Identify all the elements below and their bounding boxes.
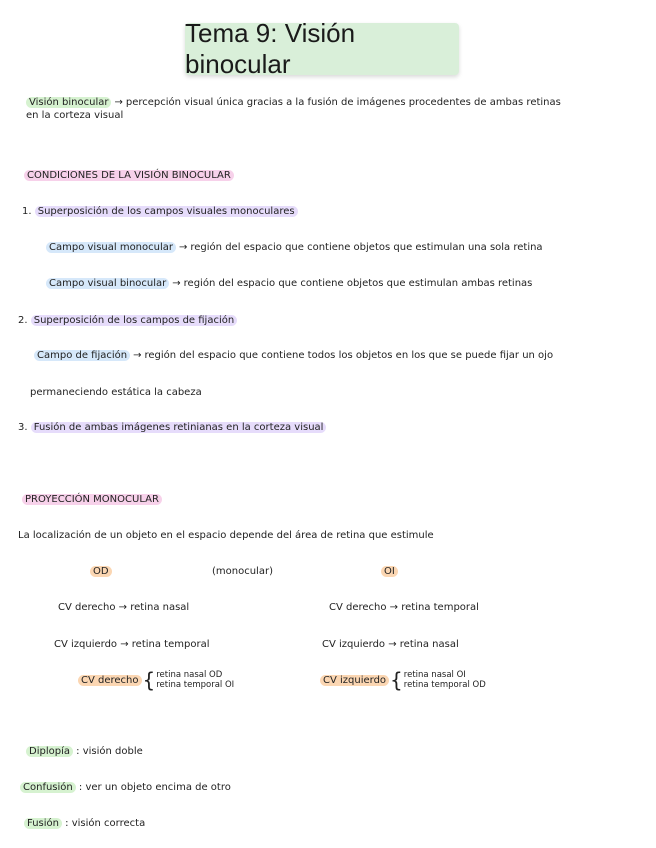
bino-field-term: Campo visual binocular (46, 278, 169, 289)
intro-definition: percepción visual única gracias a la fusión de imágenes procedentes de ambas retinas (125, 97, 561, 108)
intro-term: Visión binocular (26, 97, 111, 108)
oi-right-field: CV derecho → retina temporal (329, 602, 479, 613)
page-title: Tema 9: Visión binocular (185, 23, 459, 75)
arrow-icon: → (172, 278, 181, 289)
condition-3-label: Fusión de ambas imágenes retinianas en la corteza visual (31, 422, 327, 433)
condition-2: 2. Superposición de los campos de fijación (18, 315, 237, 326)
brace-icon: { (142, 668, 156, 692)
mode-label: (monocular) (212, 566, 273, 577)
definition-diplopia: Diplopía : visión doble (26, 746, 143, 757)
cv-left-summary: CV izquierdo {retina nasal OI retina temporal OD (320, 670, 486, 690)
condition-2-label: Superposición de los campos de fijación (31, 315, 237, 326)
definition-fusion: Fusión : visión correcta (24, 818, 145, 829)
cv-right-label: CV derecho (78, 675, 142, 686)
fixation-field-term: Campo de fijación (34, 350, 130, 361)
arrow-icon: → (133, 350, 142, 361)
od-left-field: CV izquierdo → retina temporal (54, 639, 210, 650)
od-right-field: CV derecho → retina nasal (58, 602, 190, 613)
definition-confusion: Confusión : ver un objeto encima de otro (20, 782, 231, 793)
cv-left-label: CV izquierdo (320, 675, 389, 686)
condition-3: 3. Fusión de ambas imágenes retinianas en la corteza visual (18, 422, 326, 433)
fixation-field-def: Campo de fijación → región del espacio que contiene todos los objetos en los que se puede fijar un ojo (34, 350, 553, 361)
arrow-icon: → (114, 97, 123, 108)
fixation-field-def-2: permaneciendo estática la cabeza (30, 387, 202, 398)
projection-heading: PROYECCIÓN MONOCULAR (22, 494, 162, 505)
intro-line-1 (26, 97, 561, 108)
oi-left-field: CV izquierdo → retina nasal (322, 639, 459, 650)
cv-right-summary: CV derecho {retina nasal OD retina temporal OI (78, 670, 234, 690)
brace-icon: { (390, 668, 403, 692)
bino-field-def: Campo visual binocular → región del espacio que contiene objetos que estimulan ambas retinas (46, 278, 532, 289)
condition-1-label: Superposición de los campos visuales monoculares (35, 206, 298, 217)
od-label: OD (90, 566, 112, 577)
intro-line-2: en la corteza visual (26, 110, 124, 121)
mono-field-def: Campo visual monocular → región del espacio que contiene objetos que estimulan una sola retina (46, 242, 543, 253)
conditions-heading: CONDICIONES DE LA VISIÓN BINOCULAR (24, 170, 234, 181)
oi-label: OI (381, 566, 398, 577)
condition-1: 1. Superposición de los campos visuales monoculares (22, 206, 298, 217)
projection-sentence: La localización de un objeto en el espacio depende del área de retina que estimule (18, 530, 434, 541)
mono-field-term: Campo visual monocular (46, 242, 176, 253)
arrow-icon: → (179, 242, 188, 253)
